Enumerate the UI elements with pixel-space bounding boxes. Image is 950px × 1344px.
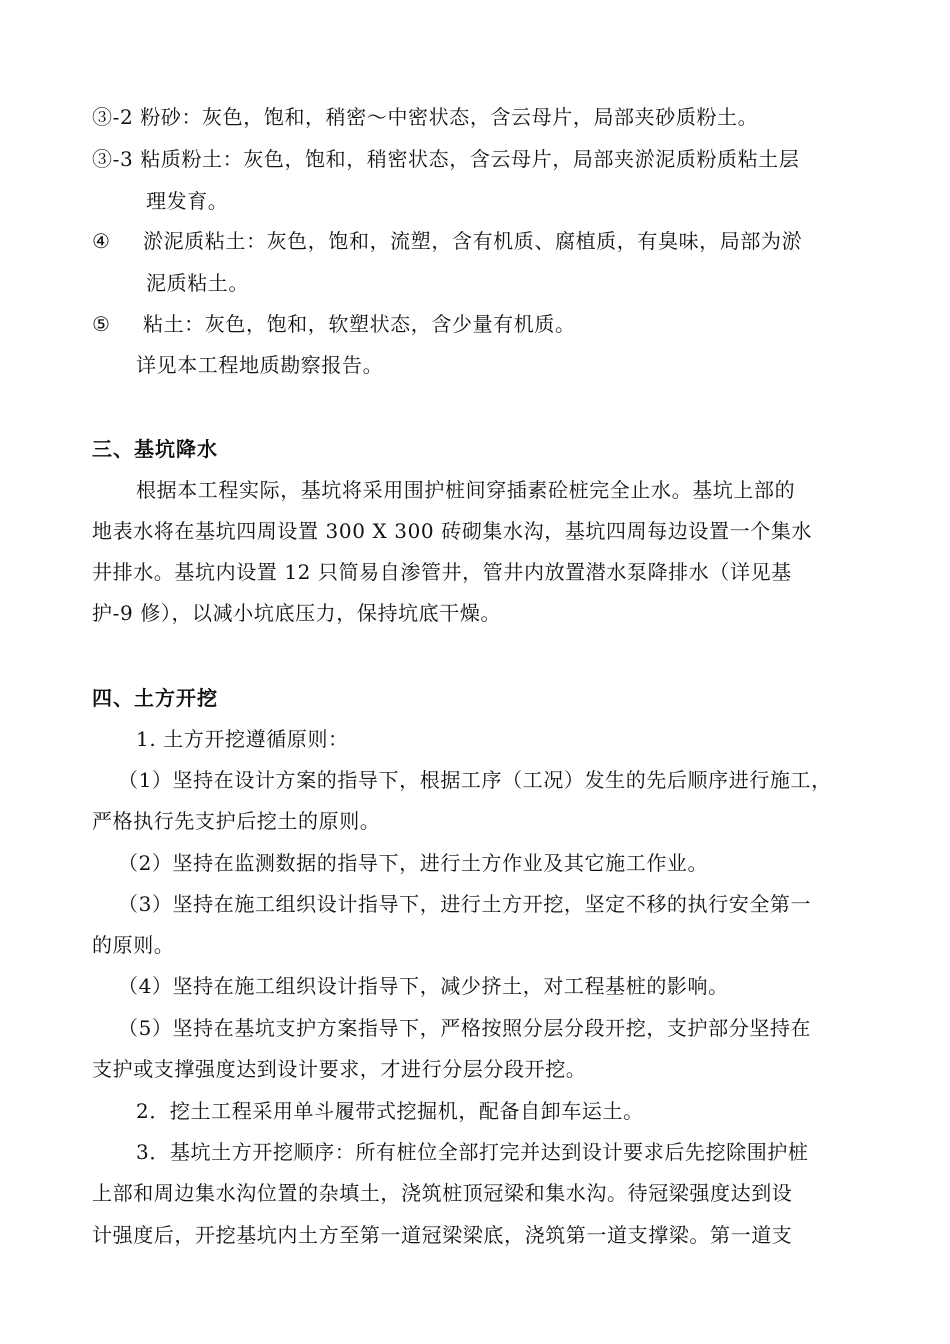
heading-text: 三、基坑降水 — [92, 437, 218, 461]
paragraph-text: 根据本工程实际，基坑将采用围护桩间穿插素砼桩完全止水。基坑上部的 — [136, 478, 796, 502]
dewatering-paragraph-line — [0, 469, 950, 511]
paragraph-text: 详见本工程地质勘察报告。 — [136, 353, 384, 377]
paragraph-text: 淤泥质粘土：灰色，饱和，流塑，含有机质、腐植质，有臭味，局部为淤 — [142, 229, 803, 253]
paragraph-text: 计强度后，开挖基坑内土方至第一道冠梁梁底，浇筑第一道支撑梁。第一道支 — [92, 1223, 793, 1247]
principle-3-continued — [0, 924, 950, 966]
principle-4 — [0, 965, 950, 1007]
paragraph-text: 泥质粘土。 — [146, 271, 249, 295]
paragraph-text: 护-9 修），以减小坑底压力，保持坑底干燥。 — [92, 601, 502, 625]
excavation-item-3-continued — [0, 1214, 950, 1256]
soil-layer-4-continued — [0, 262, 950, 304]
principle-1 — [0, 759, 950, 801]
soil-layer-5 — [0, 303, 950, 345]
soil-layer-3-3-continued — [0, 180, 950, 222]
principle-1-continued — [0, 800, 950, 842]
section-heading-excavation — [0, 677, 950, 719]
paragraph-text: 2．挖土工程采用单斗履带式挖掘机，配备自卸车运土。 — [136, 1099, 644, 1123]
paragraph-text: 地表水将在基坑四周设置 300 X 300 砖砌集水沟，基坑四周每边设置一个集水 — [92, 519, 813, 543]
paragraph-text: 1. 土方开挖遵循原则： — [136, 727, 349, 751]
layer-number-5: ⑤ — [92, 312, 111, 336]
paragraph-text: （1）坚持在设计方案的指导下，根据工序（工况）发生的先后顺序进行施工， — [118, 768, 832, 792]
paragraph-text: ③-3 粘质粉土：灰色，饱和，稍密状态，含云母片，局部夹淤泥质粉质粘土层 — [92, 147, 800, 171]
paragraph-text: 理发育。 — [146, 189, 229, 213]
dewatering-paragraph-line — [0, 510, 950, 552]
paragraph-text: （2）坚持在监测数据的指导下，进行土方作业及其它施工作业。 — [118, 851, 709, 875]
excavation-item-3 — [0, 1131, 950, 1173]
soil-layer-3-2 — [0, 96, 950, 138]
excavation-item-2 — [0, 1090, 950, 1132]
principle-3 — [0, 883, 950, 925]
principle-5 — [0, 1007, 950, 1049]
paragraph-text: （4）坚持在施工组织设计指导下，减少挤土，对工程基桩的影响。 — [118, 974, 729, 998]
paragraph-text: 井排水。基坑内设置 12 只简易自渗管井，管井内放置潜水泵降排水（详见基 — [92, 560, 792, 584]
paragraph-text: 粘土：灰色，饱和，软塑状态，含少量有机质。 — [142, 312, 576, 336]
paragraph-text: （5）坚持在基坑支护方案指导下，严格按照分层分段开挖，支护部分坚持在 — [118, 1016, 812, 1040]
paragraph-text: （3）坚持在施工组织设计指导下，进行土方开挖，坚定不移的执行安全第一 — [118, 892, 812, 916]
paragraph-text: 严格执行先支护后挖土的原则。 — [92, 809, 381, 833]
paragraph-text: 支护或支撑强度达到设计要求，才进行分层分段开挖。 — [92, 1057, 587, 1081]
geology-report-note — [0, 344, 950, 386]
heading-text: 四、土方开挖 — [92, 686, 218, 710]
paragraph-text: 上部和周边集水沟位置的杂填土，浇筑桩顶冠梁和集水沟。待冠梁强度达到设 — [92, 1181, 793, 1205]
paragraph-text: ③-2 粉砂：灰色，饱和，稍密～中密状态，含云母片，局部夹砂质粉土。 — [92, 105, 759, 129]
dewatering-paragraph-line — [0, 592, 950, 634]
paragraph-text: 3．基坑土方开挖顺序：所有桩位全部打完并达到设计要求后先挖除围护桩 — [136, 1140, 809, 1164]
principle-2 — [0, 842, 950, 884]
section-heading-dewatering — [0, 428, 950, 470]
layer-number-4: ④ — [92, 229, 111, 253]
soil-layer-3-3 — [0, 138, 950, 180]
principle-5-continued — [0, 1048, 950, 1090]
soil-layer-4 — [0, 220, 950, 262]
excavation-item-1 — [0, 718, 950, 760]
paragraph-text: 的原则。 — [92, 933, 175, 957]
dewatering-paragraph-line — [0, 551, 950, 593]
excavation-item-3-continued — [0, 1172, 950, 1214]
